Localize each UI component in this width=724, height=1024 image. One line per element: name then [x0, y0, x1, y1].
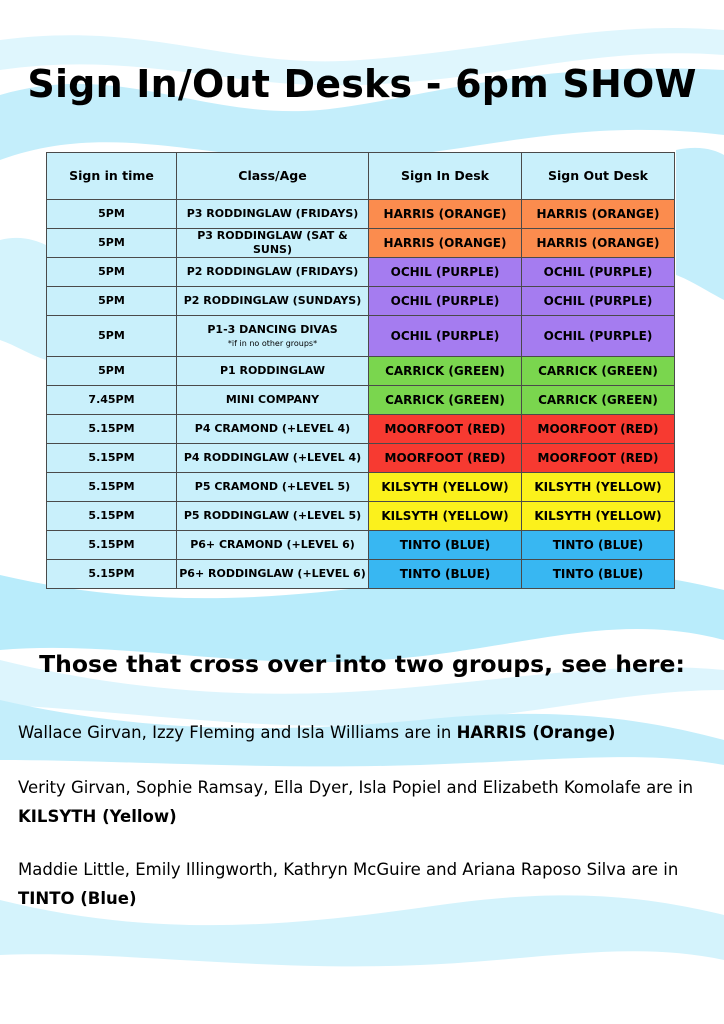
sign-in-time-cell: 5PM: [47, 316, 177, 357]
sign-in-desk-cell: KILSYTH (YELLOW): [369, 502, 522, 531]
class-age-cell: [177, 531, 369, 560]
crossover-paragraph-harris: [18, 718, 708, 747]
class-age-cell: [177, 316, 369, 357]
class-name: P2 RODDINGLAW (FRIDAYS): [186, 265, 359, 279]
class-name: P6+ RODDINGLAW (+LEVEL 6): [179, 567, 366, 581]
class-name: P4 RODDINGLAW (+LEVEL 4): [183, 451, 362, 465]
sign-in-desk-cell: HARRIS (ORANGE): [369, 229, 522, 258]
class-name: P5 CRAMOND (+LEVEL 5): [194, 480, 351, 494]
class-name: P1-3 DANCING DIVAS: [207, 323, 338, 337]
header-sign-in-desk: Sign In Desk: [369, 153, 522, 200]
sign-out-desk-cell: CARRICK (GREEN): [522, 386, 675, 415]
class-name: MINI COMPANY: [225, 393, 320, 407]
crossover-paragraph-tinto: [18, 855, 708, 913]
crossover-group: TINTO (Blue): [18, 889, 137, 908]
sign-out-desk-cell: KILSYTH (YELLOW): [522, 502, 675, 531]
class-name: P5 RODDINGLAW (+LEVEL 5): [183, 509, 362, 523]
sign-in-desk-cell: TINTO (BLUE): [369, 560, 522, 589]
class-age-cell: [177, 357, 369, 386]
table-row: [47, 287, 675, 316]
class-age-cell: [177, 229, 369, 258]
crossover-paragraph-kilsyth: [18, 773, 708, 831]
table-row: [47, 229, 675, 258]
class-age-cell: [177, 415, 369, 444]
table-row: [47, 473, 675, 502]
header-sign-in-time: Sign in time: [47, 153, 177, 200]
sign-in-desk-cell: MOORFOOT (RED): [369, 415, 522, 444]
sign-out-desk-cell: CARRICK (GREEN): [522, 357, 675, 386]
sign-in-time-cell: 5.15PM: [47, 502, 177, 531]
class-name: P4 CRAMOND (+LEVEL 4): [194, 422, 351, 436]
class-note: *if in no other groups*: [227, 338, 318, 348]
crossover-names: Verity Girvan, Sophie Ramsay, Ella Dyer, Isla Popiel and Elizabeth Komolafe are in: [18, 778, 694, 797]
class-age-cell: [177, 287, 369, 316]
sign-in-time-cell: 5PM: [47, 258, 177, 287]
sign-in-desk-cell: MOORFOOT (RED): [369, 444, 522, 473]
class-age-cell: [177, 560, 369, 589]
crossover-group: KILSYTH (Yellow): [18, 807, 177, 826]
sign-in-time-cell: 5.15PM: [47, 444, 177, 473]
table-row: [47, 386, 675, 415]
class-age-cell: [177, 502, 369, 531]
class-name: P2 RODDINGLAW (SUNDAYS): [183, 294, 362, 308]
sign-in-desk-cell: TINTO (BLUE): [369, 531, 522, 560]
crossover-names: Wallace Girvan, Izzy Fleming and Isla Williams are in: [18, 723, 457, 742]
table-row: [47, 258, 675, 287]
desk-table: [46, 152, 675, 589]
sign-in-time-cell: 7.45PM: [47, 386, 177, 415]
sign-out-desk-cell: KILSYTH (YELLOW): [522, 473, 675, 502]
table-row: [47, 316, 675, 357]
crossover-heading: Those that cross over into two groups, see here:: [39, 650, 685, 678]
table-row: [47, 531, 675, 560]
sign-in-time-cell: 5PM: [47, 200, 177, 229]
sign-in-time-cell: 5.15PM: [47, 560, 177, 589]
sign-out-desk-cell: HARRIS (ORANGE): [522, 200, 675, 229]
sign-out-desk-cell: HARRIS (ORANGE): [522, 229, 675, 258]
sign-out-desk-cell: OCHIL (PURPLE): [522, 287, 675, 316]
sign-out-desk-cell: TINTO (BLUE): [522, 560, 675, 589]
class-age-cell: [177, 258, 369, 287]
sign-out-desk-cell: MOORFOOT (RED): [522, 444, 675, 473]
header-sign-out-desk: Sign Out Desk: [522, 153, 675, 200]
sign-out-desk-cell: OCHIL (PURPLE): [522, 316, 675, 357]
class-name: P1 RODDINGLAW: [219, 364, 326, 378]
crossover-group: HARRIS (Orange): [456, 723, 616, 742]
class-age-cell: [177, 386, 369, 415]
sign-out-desk-cell: OCHIL (PURPLE): [522, 258, 675, 287]
sign-in-desk-cell: HARRIS (ORANGE): [369, 200, 522, 229]
class-name: P3 RODDINGLAW (FRIDAYS): [186, 207, 359, 221]
sign-in-time-cell: 5.15PM: [47, 473, 177, 502]
sign-in-time-cell: 5PM: [47, 229, 177, 258]
page-title: Sign In/Out Desks - 6pm SHOW: [27, 62, 697, 106]
sign-in-time-cell: 5PM: [47, 287, 177, 316]
sign-in-desk-cell: KILSYTH (YELLOW): [369, 473, 522, 502]
table-header-row: [47, 153, 675, 200]
table-row: [47, 200, 675, 229]
crossover-names: Maddie Little, Emily Illingworth, Kathryn McGuire and Ariana Raposo Silva are in: [18, 860, 679, 879]
class-age-cell: [177, 473, 369, 502]
table-row: [47, 560, 675, 589]
sign-in-time-cell: 5.15PM: [47, 415, 177, 444]
class-name: P3 RODDINGLAW (SAT & SUNS): [197, 229, 348, 256]
sign-in-desk-cell: CARRICK (GREEN): [369, 386, 522, 415]
sign-in-desk-cell: OCHIL (PURPLE): [369, 258, 522, 287]
class-age-cell: [177, 200, 369, 229]
sign-out-desk-cell: MOORFOOT (RED): [522, 415, 675, 444]
table-row: [47, 502, 675, 531]
sign-in-desk-cell: CARRICK (GREEN): [369, 357, 522, 386]
sign-out-desk-cell: TINTO (BLUE): [522, 531, 675, 560]
sign-in-time-cell: 5.15PM: [47, 531, 177, 560]
class-age-cell: [177, 444, 369, 473]
table-row: [47, 357, 675, 386]
class-name: P6+ CRAMOND (+LEVEL 6): [190, 538, 355, 552]
sign-in-desk-cell: OCHIL (PURPLE): [369, 316, 522, 357]
sign-in-time-cell: 5PM: [47, 357, 177, 386]
sign-in-desk-cell: OCHIL (PURPLE): [369, 287, 522, 316]
table-row: [47, 415, 675, 444]
header-class-age: Class/Age: [177, 153, 369, 200]
table-row: [47, 444, 675, 473]
